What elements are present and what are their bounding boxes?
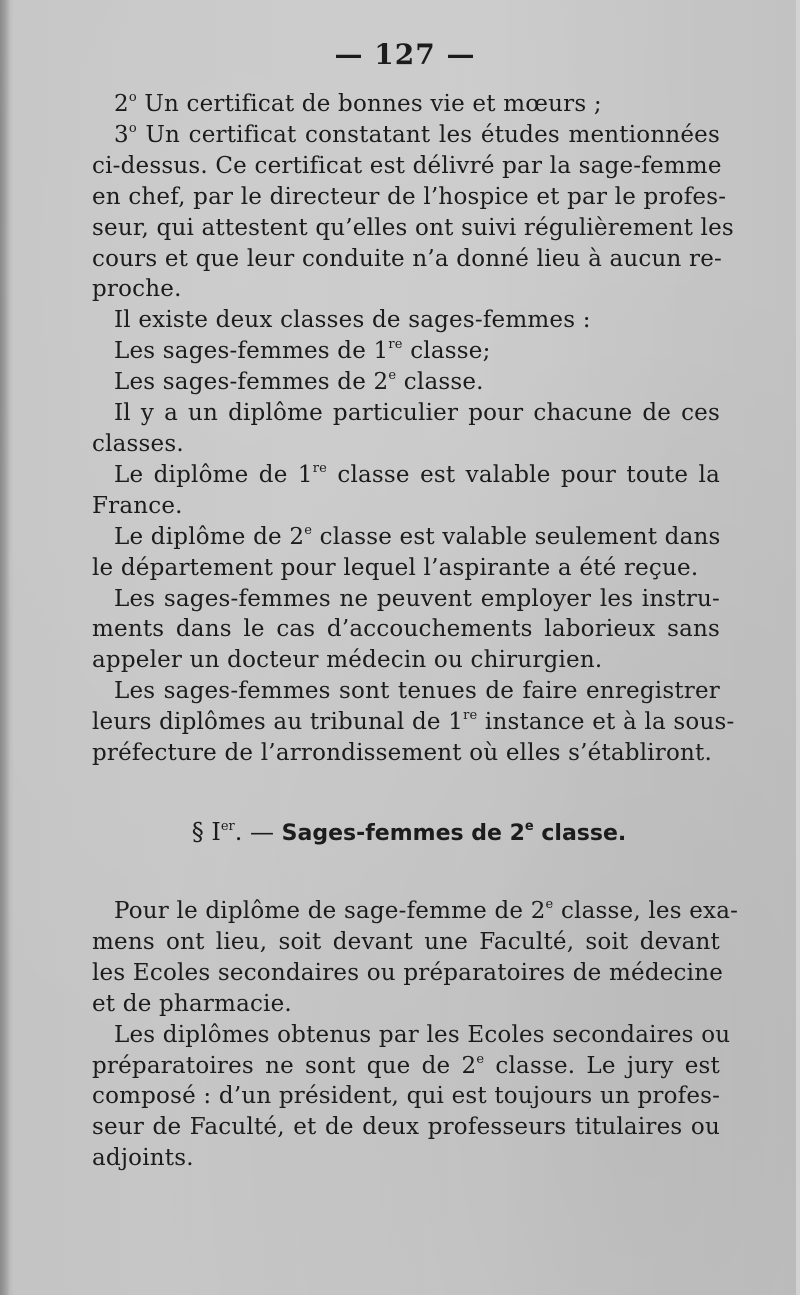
paragraph-class-1 bbox=[92, 336, 720, 367]
text-line: France. bbox=[92, 492, 183, 519]
text-line: seur de Faculté, et de deux professeurs titulaires ou bbox=[92, 1114, 720, 1141]
paragraph-item-2 bbox=[92, 89, 720, 120]
text-line: Pour le diplôme de sage-femme de 2e classe, les exa- bbox=[114, 897, 739, 924]
text-line: 3$^o$ Un certificat constatant les études mentionnées bbox=[114, 120, 720, 148]
text-line: ci-dessus. Ce certificat est délivré par la sage-femme bbox=[92, 152, 722, 179]
text-line: Le diplôme de 1re classe est valable pour toute la bbox=[114, 460, 720, 488]
paragraph-register bbox=[92, 676, 735, 769]
paragraph-jury bbox=[92, 1020, 731, 1175]
section-prefix: § Ier. — bbox=[191, 818, 282, 846]
text-line: mens ont lieu, soit devant une Faculté, soit devant bbox=[92, 928, 720, 955]
text-line: Les sages-femmes de 1re classe; bbox=[114, 337, 491, 365]
text-line: Les sages-femmes de 2e classe. bbox=[114, 368, 484, 396]
text-line: Les sages-femmes ne peuvent employer les instru- bbox=[114, 585, 720, 612]
text-line: en chef, par le directeur de l’hospice et par le profes- bbox=[92, 183, 727, 210]
text-line: le département pour lequel l’aspirante a été reçue. bbox=[92, 554, 699, 581]
text-line: Il existe deux classes de sages-femmes : bbox=[114, 307, 591, 334]
paragraph-two-classes bbox=[92, 305, 720, 336]
paragraph-diploma-2-valid bbox=[92, 522, 720, 584]
text-block-top bbox=[92, 89, 735, 769]
text-line: seur, qui attestent qu’elles ont suivi régulièrement les bbox=[92, 214, 734, 241]
text-line: adjoints. bbox=[92, 1145, 194, 1172]
text-line: proche. bbox=[92, 276, 182, 303]
page-gutter-shadow bbox=[0, 0, 10, 1295]
text-line: Il y a un diplôme particulier pour chacune de ces bbox=[114, 400, 720, 427]
text-line: appeler un docteur médecin ou chirurgien. bbox=[92, 647, 603, 674]
text-block-bottom bbox=[92, 896, 739, 1174]
paragraph-exams bbox=[92, 896, 739, 1020]
text-line: préfecture de l’arrondissement où elles s’établiront. bbox=[92, 740, 713, 767]
paragraph-class-2 bbox=[92, 367, 720, 398]
text-line: Le diplôme de 2e classe est valable seulement dans bbox=[114, 522, 721, 550]
text-line: Les sages-femmes sont tenues de faire enregistrer bbox=[114, 678, 720, 705]
page-edge bbox=[796, 0, 800, 1295]
text-line: classes. bbox=[92, 430, 184, 457]
text-line: et de pharmacie. bbox=[92, 990, 292, 1017]
text-line: cours et que leur conduite n’a donné lieu à aucun re- bbox=[92, 245, 723, 272]
section-title: Sages-femmes de 2e classe. bbox=[281, 819, 627, 846]
text-line: leurs diplômes au tribunal de 1re instance et à la sous- bbox=[92, 708, 735, 736]
text-line: Les diplômes obtenus par les Ecoles secondaires ou bbox=[114, 1021, 731, 1048]
paragraph-item-3 bbox=[92, 120, 734, 305]
section-heading bbox=[0, 818, 800, 846]
text-line: préparatoires ne sont que de 2e classe. Le jury est bbox=[92, 1051, 721, 1079]
paragraph-diploma-1-valid bbox=[92, 460, 720, 522]
page-number: — 127 — bbox=[334, 38, 476, 71]
text-line: ments dans le cas d’accouchements laborieux sans bbox=[92, 616, 720, 643]
text-line: composé : d’un président, qui est toujours un profes- bbox=[92, 1083, 721, 1110]
text-line: les Ecoles secondaires ou préparatoires de médecine bbox=[92, 959, 724, 986]
paragraph-diploma-each bbox=[92, 398, 720, 460]
paragraph-instruments bbox=[92, 584, 720, 677]
text-line: 2$^o$ Un certificat de bonnes vie et mœurs ; bbox=[114, 90, 602, 117]
